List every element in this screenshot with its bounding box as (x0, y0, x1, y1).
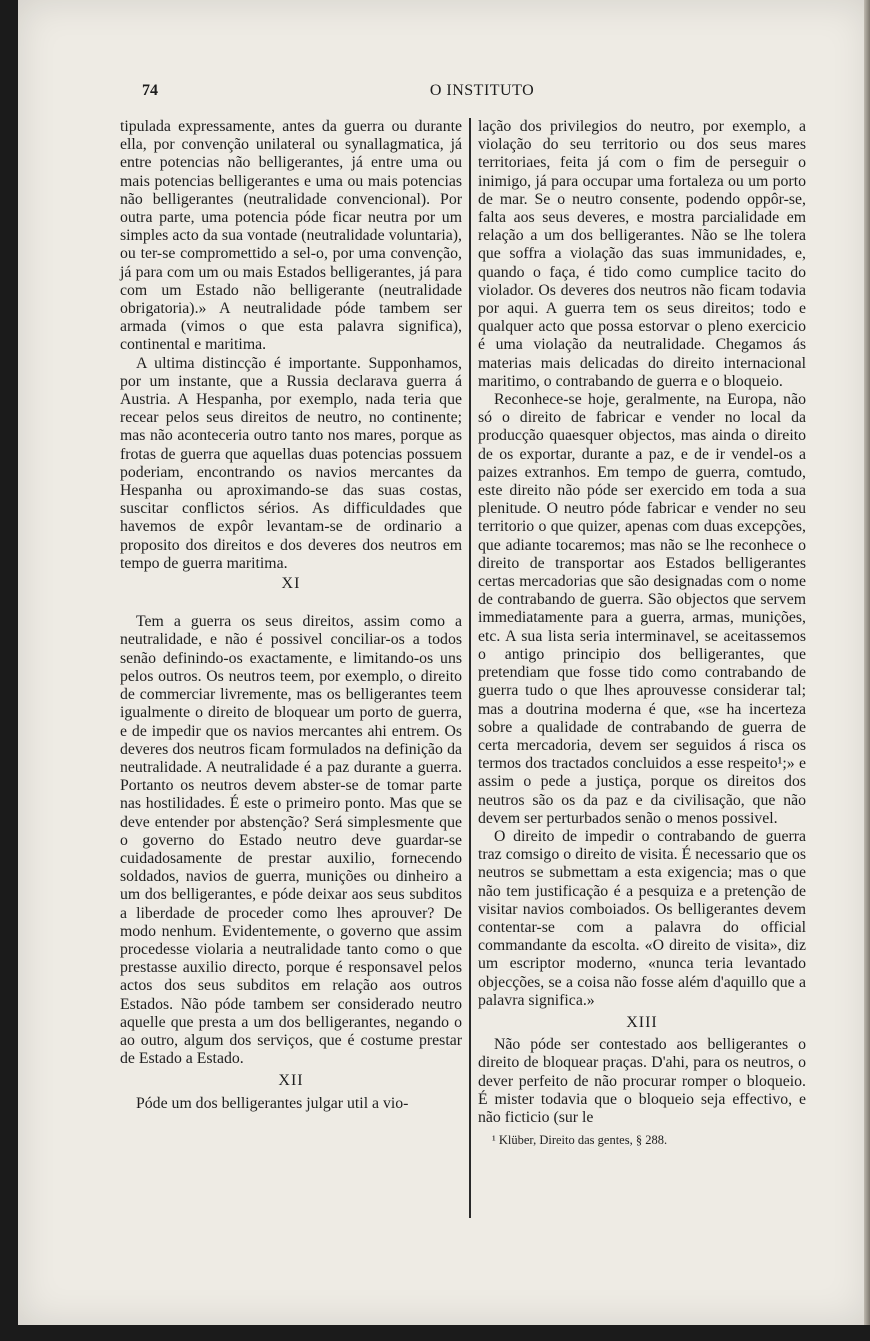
footnote: ¹ Klüber, Direito das gentes, § 288. (492, 1133, 668, 1148)
running-title: O INSTITUTO (429, 82, 535, 99)
left-column (120, 118, 462, 1218)
column-divider (469, 118, 471, 1218)
page-edge (864, 0, 870, 1325)
paragraph: Não póde ser contestado aos belligerantes o direito de bloquear praças. D'ahi, para os neutros, o dever perfeito de não procurar romper o bloqueio. É mister todavia que o bloqueio seja effectivo, e não ficticio (sur le (478, 1036, 806, 1126)
paragraph: Tem a guerra os seus direitos, assim como a neutralidade, e não é possivel conciliar-os a todos senão definindo-os exactamente, e limitando-os uns pelos outros. Os neutros teem, por exemplo, o direito de commerciar livremente, mas os belligerantes teem igualmente o direito de bloquear um porto de guerra, e de impedir que os navios mercantes ahi entrem. Os deveres dos neutros ficam formulados na definição da neutralidade. A neutralidade é a paz durante a guerra. Portanto os neutros devem abster-se de tomar parte nas hostilidades. É este o primeiro ponto. Mas que se deve entender por abstenção? Será simplesmente que o governo do Estado neutro deve guardar-se cuidadosamente de prestar auxilio, fornecendo soldados, navios de guerra, munições ou dinheiro a um dos belligerantes, e póde deixar aos seus subditos a liberdade de proceder como lhes aprouver? De modo nenhum. Evidentemente, o governo que assim procedesse violaria a neutralidade tanto como o que prestasse auxilio directo, porque é responsavel pelos actos dos seus subditos em relação aos outros Estados. Não póde tambem ser considerado neutro aquelle que presta a um dos belligerantes, negando o ao outro, algum dos serviços, que é costume prestar de Estado a Estado. (120, 613, 462, 1068)
paragraph: tipulada expressamente, antes da guerra ou durante ella, por convenção unilateral ou synallagmatica, já entre potencias não belligerantes, já entre uma ou mais potencias belligerantes e uma ou mais potencias não belligerantes (neutralidade convencional). Por outra parte, uma potencia póde ficar neutra por um simples acto da sua vontade (neutralidade voluntaria), ou ter-se compromettido a sel-o, por uma convenção, já para com um ou mais Estados belligerantes, já para com um Estado não belligerante (neutralidade obrigatoria).» A neutralidade póde tambem ser armada (vimos o que esta palavra significa), continental e maritima. (120, 118, 462, 354)
section-heading-xii: XII (278, 1072, 304, 1090)
page-number: 74 (142, 82, 158, 99)
paragraph: Póde um dos belligerantes julgar util a vio- (136, 1094, 409, 1112)
section-heading-xiii: XIII (626, 1013, 658, 1031)
page-header (142, 82, 772, 104)
paragraph: Reconhece-se hoje, geralmente, na Europa, não só o direito de fabricar e vender no local da producção quaesquer objectos, mas ainda o direito de os exportar, durante a paz, e de ir vendel-os a paizes extranhos. Em tempo de guerra, comtudo, este direito não póde ser exercido em toda a sua plenitude. O neutro póde fabricar e vender no seu territorio o que quizer, apenas com duas excepções, que adiante tocaremos; mas não se lhe reconhece o direito de transportar aos Estados belligerantes certas mercadorias que são designadas com o nome de contrabando de guerra. São objectos que servem immediatamente para a guerra, armas, munições, etc. A sua lista seria interminavel, se aceitassemos o antigo principio dos belligerantes, que pretendiam que fosse tido como contrabando de guerra tudo o que lhes aprouvesse considerar tal; mas a doutrina moderna é que, «se ha incerteza sobre a qualidade de contrabando de guerra de certa mercadoria, devem ser seguidos á risca os termos dos tractados concluidos a esse respeito¹;» e assim o pede a justiça, porque os direitos dos neutros são os da paz e da civilisação, que não devem ser perturbados senão o menos possivel. (478, 391, 806, 827)
paragraph: A ultima distincção é importante. Supponhamos, por um instante, que a Russia declarava guerra á Austria. A Hespanha, por exemplo, nada teria que recear pelos seus direitos de neutro, no continente; mas não aconteceria outro tanto nos mares, porque as frotas de guerra que aquellas duas potencias possuem poderiam, encontrando os navios mercantes da Hespanha ou aproximando-se das suas costas, suscitar conflictos sérios. As difficuldades que havemos de expôr levantam-se de ordinario a proposito dos direitos e dos deveres dos neutros em tempo de guerra maritima. (120, 354, 462, 572)
paragraph: O direito de impedir o contrabando de guerra traz comsigo o direito de visita. É necessario que os neutros se submettam a esta exigencia; mas o que não tem justificação é a pesquiza e a pretenção de visitar navios comboiados. Os belligerantes devem contentar-se com a palavra do official commandante da escolta. «O direito de visita», diz um escriptor moderno, «nunca teria levantado objecções, se a coisa não fosse além d'aquillo que a palavra significa.» (478, 827, 806, 1009)
section-heading-xi: XI (281, 575, 301, 593)
paragraph: lação dos privilegios do neutro, por exemplo, a violação do seu territorio ou dos seus mares territoriaes, feita já com o fim de perseguir o inimigo, já para occupar uma fortaleza ou um porto de mar. Se o neutro consente, podendo oppôr-se, falta aos seus deveres, e mostra parcialidade em relação a um dos belligerantes. Não se lhe tolera que soffra a violação das suas immunidades, e, quando o faça, é tido como cumplice tacito do violador. Os deveres dos neutros não ficam todavia por aqui. A guerra tem os seus direitos; todo e qualquer acto que possa estorvar o pleno exercicio é uma violação da neutralidade. Chegamos ás materias mais delicadas do direito internacional maritimo, o contrabando de guerra e o bloqueio. (478, 118, 806, 390)
right-column (478, 118, 806, 1218)
